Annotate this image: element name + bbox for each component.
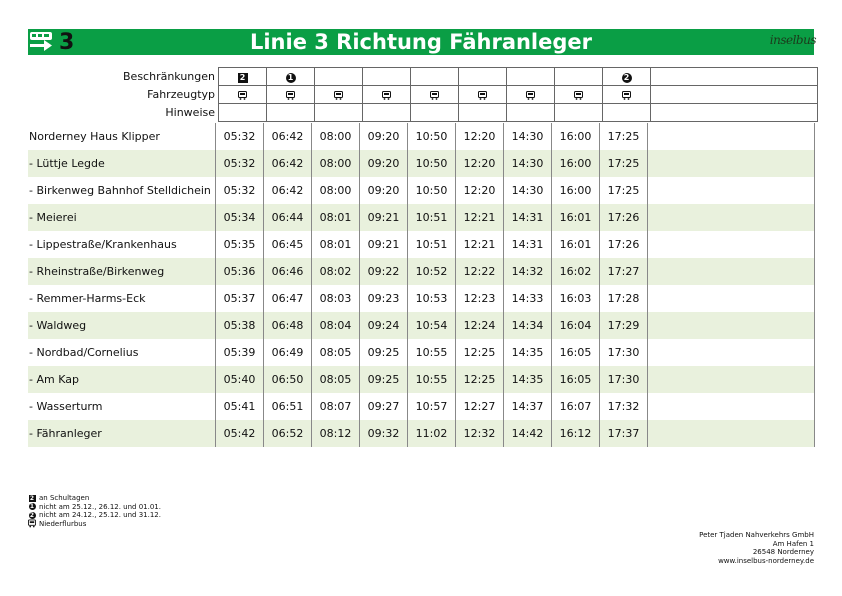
timetable-row — [28, 285, 815, 312]
restriction-marker-icon: 1 — [286, 73, 296, 83]
low-floor-bus-icon — [430, 88, 439, 101]
departure-time: 08:01 — [312, 231, 360, 258]
timetable-row — [28, 204, 815, 231]
departure-time: 16:02 — [552, 258, 600, 285]
company-web: www.inselbus-norderney.de — [718, 556, 814, 565]
departure-time: 05:42 — [216, 420, 264, 447]
departure-time: 16:07 — [552, 393, 600, 420]
departure-time: 10:54 — [408, 312, 456, 339]
stop-name: - Rheinstraße/Birkenweg — [28, 258, 216, 285]
footnote-marker-icon: 1 — [29, 503, 35, 511]
departure-time: 08:02 — [312, 258, 360, 285]
departure-time: 14:35 — [504, 366, 552, 393]
low-floor-bus-icon — [478, 88, 487, 101]
spare-cell — [648, 285, 815, 312]
spare-cell — [648, 177, 815, 204]
departure-time: 17:30 — [600, 366, 648, 393]
departure-time: 08:05 — [312, 339, 360, 366]
spare-cell — [648, 366, 815, 393]
stop-name: - Lippestraße/Krankenhaus — [28, 231, 216, 258]
departure-time: 17:26 — [600, 204, 648, 231]
low-floor-bus-icon — [286, 88, 295, 101]
low-floor-bus-icon — [622, 88, 631, 101]
restriction-cell — [411, 68, 459, 86]
timetable — [28, 123, 815, 447]
departure-time: 05:32 — [216, 123, 264, 150]
vehicle-type-cell — [507, 86, 555, 104]
departure-time: 14:33 — [504, 285, 552, 312]
departure-time: 12:21 — [456, 204, 504, 231]
departure-time: 06:52 — [264, 420, 312, 447]
company-city: 26548 Norderney — [752, 548, 814, 556]
stop-name: - Meierei — [28, 204, 216, 231]
departure-time: 06:44 — [264, 204, 312, 231]
departure-time: 16:01 — [552, 204, 600, 231]
departure-time: 12:24 — [456, 312, 504, 339]
spare-cell — [651, 86, 818, 104]
spare-cell — [648, 231, 815, 258]
departure-time: 16:12 — [552, 420, 600, 447]
departure-time: 06:42 — [264, 150, 312, 177]
vehicle-type-cell — [315, 86, 363, 104]
departure-time: 12:20 — [456, 150, 504, 177]
stop-name: - Remmer-Harms-Eck — [28, 285, 216, 312]
footnote-item — [28, 494, 161, 503]
departure-time: 06:50 — [264, 366, 312, 393]
departure-time: 10:55 — [408, 366, 456, 393]
departure-time: 09:22 — [360, 258, 408, 285]
departure-time: 16:04 — [552, 312, 600, 339]
departure-time: 12:27 — [456, 393, 504, 420]
footnote-item — [28, 520, 161, 529]
notes-cell — [219, 104, 267, 122]
low-floor-bus-icon — [382, 88, 391, 101]
departure-time: 14:30 — [504, 123, 552, 150]
departure-time: 17:37 — [600, 420, 648, 447]
departure-time: 09:24 — [360, 312, 408, 339]
notes-cell — [555, 104, 603, 122]
line-number: 3 — [59, 30, 75, 55]
departure-time: 12:22 — [456, 258, 504, 285]
departure-time: 16:03 — [552, 285, 600, 312]
departure-time: 06:42 — [264, 177, 312, 204]
departure-time: 17:25 — [600, 123, 648, 150]
departure-time: 17:32 — [600, 393, 648, 420]
departure-time: 10:51 — [408, 204, 456, 231]
vehicle-type-cell — [555, 86, 603, 104]
departure-time: 06:51 — [264, 393, 312, 420]
departure-time: 08:01 — [312, 204, 360, 231]
departure-time: 08:12 — [312, 420, 360, 447]
departure-time: 09:27 — [360, 393, 408, 420]
low-floor-bus-icon — [334, 88, 343, 101]
departure-time: 08:04 — [312, 312, 360, 339]
vehicle-type-cell — [603, 86, 651, 104]
notes-cell — [267, 104, 315, 122]
departure-time: 17:26 — [600, 231, 648, 258]
departure-time: 10:52 — [408, 258, 456, 285]
restriction-cell — [363, 68, 411, 86]
departure-time: 09:25 — [360, 339, 408, 366]
company-name: Peter Tjaden Nahverkehrs GmbH — [699, 531, 814, 539]
stop-name: - Lüttje Legde — [28, 150, 216, 177]
footnote-text: nicht am 24.12., 25.12. und 31.12. — [39, 511, 161, 519]
departure-time: 16:00 — [552, 150, 600, 177]
departure-time: 05:40 — [216, 366, 264, 393]
departure-time: 09:20 — [360, 123, 408, 150]
spare-cell — [648, 312, 815, 339]
departure-time: 14:35 — [504, 339, 552, 366]
departure-time: 17:28 — [600, 285, 648, 312]
departure-time: 10:50 — [408, 150, 456, 177]
stop-name: - Nordbad/Cornelius — [28, 339, 216, 366]
footnote-marker-icon: 2 — [29, 494, 35, 502]
footnote-text: nicht am 25.12., 26.12. und 01.01. — [39, 502, 161, 511]
departure-time: 10:53 — [408, 285, 456, 312]
stop-name: - Fähranleger — [28, 420, 216, 447]
departure-time: 14:30 — [504, 150, 552, 177]
page-title: Linie 3 Richtung Fähranleger — [249, 30, 593, 54]
departure-time: 05:37 — [216, 285, 264, 312]
departure-time: 08:00 — [312, 150, 360, 177]
notes-cell — [363, 104, 411, 122]
restriction-cell — [219, 68, 267, 86]
departure-time: 06:45 — [264, 231, 312, 258]
notes-cell — [603, 104, 651, 122]
departure-time: 08:00 — [312, 177, 360, 204]
departure-time: 08:03 — [312, 285, 360, 312]
vehicle-type-cell — [411, 86, 459, 104]
vehicle-type-cell — [363, 86, 411, 104]
departure-time: 14:37 — [504, 393, 552, 420]
departure-time: 12:25 — [456, 339, 504, 366]
notes-label: Hinweise — [165, 106, 215, 119]
vehicle-type-row — [28, 86, 818, 104]
spare-cell — [651, 68, 818, 86]
departure-time: 10:50 — [408, 123, 456, 150]
departure-time: 12:21 — [456, 231, 504, 258]
departure-time: 14:42 — [504, 420, 552, 447]
restriction-cell — [459, 68, 507, 86]
departure-time: 14:31 — [504, 204, 552, 231]
spare-cell — [648, 339, 815, 366]
departure-time: 05:35 — [216, 231, 264, 258]
departure-time: 11:02 — [408, 420, 456, 447]
departure-time: 08:00 — [312, 123, 360, 150]
departure-time: 12:25 — [456, 366, 504, 393]
departure-time: 16:01 — [552, 231, 600, 258]
departure-time: 08:05 — [312, 366, 360, 393]
timetable-row — [28, 123, 815, 150]
departure-time: 09:23 — [360, 285, 408, 312]
brand-logo: inselbus — [769, 33, 816, 47]
vehicle-type-cell — [267, 86, 315, 104]
restrictions-row — [28, 68, 818, 86]
footnote-item — [28, 503, 161, 512]
departure-time: 05:39 — [216, 339, 264, 366]
timetable-row — [28, 177, 815, 204]
departure-time: 09:20 — [360, 150, 408, 177]
low-floor-bus-icon — [526, 88, 535, 101]
departure-time: 10:51 — [408, 231, 456, 258]
notes-cell — [507, 104, 555, 122]
departure-time: 09:21 — [360, 231, 408, 258]
departure-time: 09:20 — [360, 177, 408, 204]
departure-time: 09:25 — [360, 366, 408, 393]
notes-cell — [459, 104, 507, 122]
vehicle-type-label: Fahrzeugtyp — [147, 88, 215, 101]
low-floor-bus-icon — [28, 520, 36, 528]
stop-name: - Birkenweg Bahnhof Stelldichein — [28, 177, 216, 204]
restriction-marker-icon: 2 — [622, 73, 632, 83]
departure-time: 06:47 — [264, 285, 312, 312]
spare-cell — [651, 104, 818, 122]
timetable-row — [28, 150, 815, 177]
timetable-row — [28, 312, 815, 339]
departure-time: 06:48 — [264, 312, 312, 339]
departure-time: 12:20 — [456, 123, 504, 150]
departure-time: 10:55 — [408, 339, 456, 366]
timetable-row — [28, 420, 815, 447]
departure-time: 17:30 — [600, 339, 648, 366]
spare-cell — [648, 393, 815, 420]
spare-cell — [648, 420, 815, 447]
stop-name: - Waldweg — [28, 312, 216, 339]
vehicle-type-cell — [459, 86, 507, 104]
footnote-marker-icon: 2 — [29, 511, 35, 519]
timetable-row — [28, 231, 815, 258]
departure-time: 14:30 — [504, 177, 552, 204]
header-bar — [28, 29, 814, 55]
departure-time: 09:21 — [360, 204, 408, 231]
departure-time: 05:32 — [216, 150, 264, 177]
departure-time: 14:32 — [504, 258, 552, 285]
departure-time: 05:38 — [216, 312, 264, 339]
departure-time: 17:25 — [600, 150, 648, 177]
departure-time: 12:23 — [456, 285, 504, 312]
footnotes — [28, 494, 161, 528]
timetable-row — [28, 393, 815, 420]
departure-time: 14:34 — [504, 312, 552, 339]
restriction-cell — [555, 68, 603, 86]
restrictions-label: Beschränkungen — [123, 70, 215, 83]
departure-time: 05:41 — [216, 393, 264, 420]
restriction-cell — [603, 68, 651, 86]
departure-time: 10:50 — [408, 177, 456, 204]
notes-cell — [411, 104, 459, 122]
spare-cell — [648, 150, 815, 177]
departure-time: 08:07 — [312, 393, 360, 420]
restriction-cell — [507, 68, 555, 86]
spare-cell — [648, 204, 815, 231]
departure-time: 12:32 — [456, 420, 504, 447]
timetable-row — [28, 366, 815, 393]
stop-name: Norderney Haus Klipper — [28, 123, 216, 150]
departure-time: 06:46 — [264, 258, 312, 285]
notes-cell — [315, 104, 363, 122]
notes-row — [28, 104, 818, 122]
departure-time: 16:00 — [552, 123, 600, 150]
departure-time: 06:42 — [264, 123, 312, 150]
stop-name: - Am Kap — [28, 366, 216, 393]
low-floor-bus-icon — [238, 88, 247, 101]
departure-time: 12:20 — [456, 177, 504, 204]
departure-time: 17:27 — [600, 258, 648, 285]
footnote-text: Niederflurbus — [39, 519, 87, 528]
meta-table — [28, 67, 818, 122]
departure-time: 16:00 — [552, 177, 600, 204]
restriction-marker-icon: 2 — [238, 73, 248, 83]
departure-time: 09:32 — [360, 420, 408, 447]
stop-name: - Wasserturm — [28, 393, 216, 420]
footnote-text: an Schultagen — [39, 494, 90, 502]
company-info — [699, 531, 814, 565]
spare-cell — [648, 123, 815, 150]
footnote-item — [28, 511, 161, 520]
vehicle-type-cell — [219, 86, 267, 104]
timetable-row — [28, 339, 815, 366]
departure-time: 17:29 — [600, 312, 648, 339]
departure-time: 10:57 — [408, 393, 456, 420]
company-street: Am Hafen 1 — [772, 539, 814, 548]
restriction-cell — [267, 68, 315, 86]
departure-time: 05:32 — [216, 177, 264, 204]
departure-time: 16:05 — [552, 339, 600, 366]
departure-time: 17:25 — [600, 177, 648, 204]
timetable-row — [28, 258, 815, 285]
spare-cell — [648, 258, 815, 285]
departure-time: 16:05 — [552, 366, 600, 393]
departure-time: 05:36 — [216, 258, 264, 285]
departure-time: 14:31 — [504, 231, 552, 258]
departure-time: 05:34 — [216, 204, 264, 231]
restriction-cell — [315, 68, 363, 86]
departure-time: 06:49 — [264, 339, 312, 366]
low-floor-bus-icon — [574, 88, 583, 101]
